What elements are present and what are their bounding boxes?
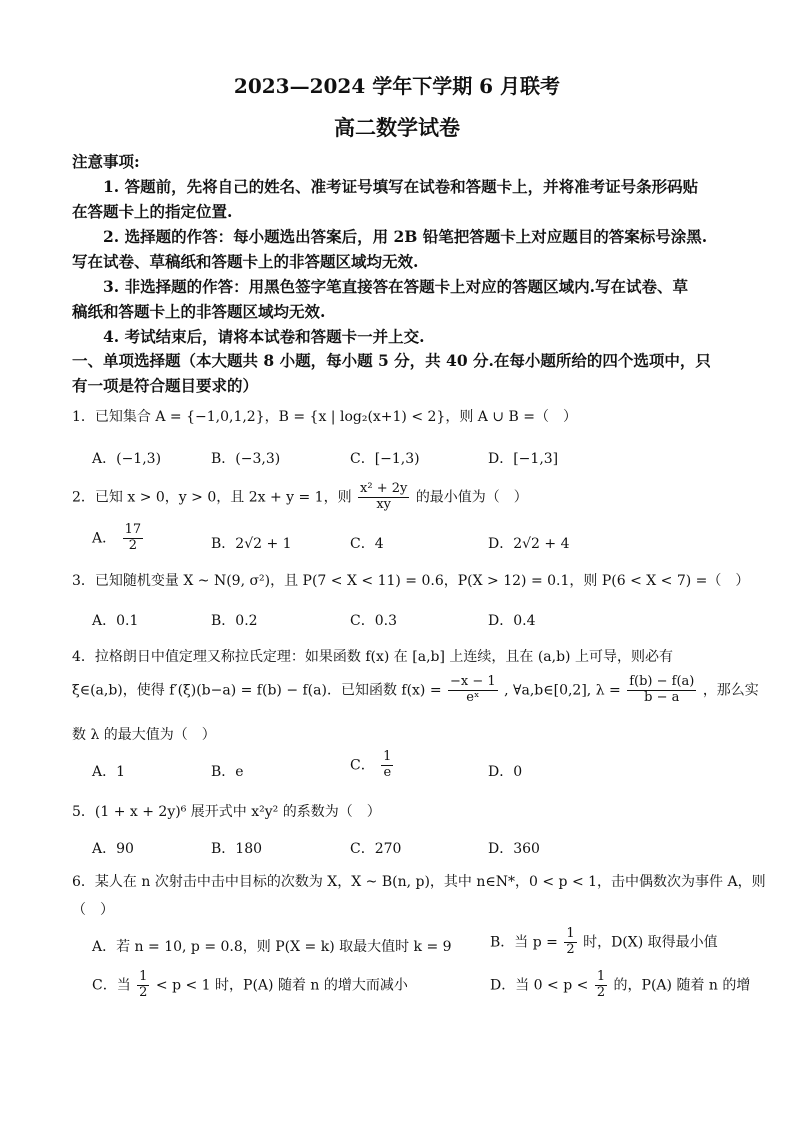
q4-option-a[interactable]: A．1 — [92, 764, 126, 780]
q4-option-c-numerator: 1 — [383, 749, 392, 764]
q6-option-c[interactable] — [92, 970, 408, 1001]
q2-option-a[interactable] — [92, 523, 145, 554]
section-heading: 一、单项选择题（本大题共 8 小题，每小题 5 分，共 40 分.在每小题所给的四个选项中，只 — [72, 351, 711, 370]
notice-heading: 注意事项: — [72, 152, 140, 171]
q6-option-b-denominator: 2 — [566, 941, 575, 957]
q6-option-c-fraction — [137, 970, 149, 1001]
q2-stem-part: 的最小值为（ ） — [415, 489, 528, 506]
question-3-stem: 3．已知随机变量 X ~ N(9, σ²)，且 P(7 < X < 11) = 0.6，P(X > 12) = 0.1，则 P(6 < X < 7) =（ ） — [72, 573, 750, 589]
notice-item: 2. 选择题的作答：每小题选出答案后，用 2B 铅笔把答题卡上对应题目的答案标号涂黑. — [103, 227, 708, 246]
q6-option-b[interactable] — [490, 927, 718, 958]
q2-option-b[interactable]: B．2√2 + 1 — [211, 536, 292, 552]
q2-fraction-numerator: x² + 2y — [360, 481, 408, 496]
q2-option-a-fraction — [123, 523, 144, 554]
question-5-stem: 5．(1 + x + 2y)⁶ 展开式中 x²y² 的系数为（ ） — [72, 804, 381, 820]
q5-option-c[interactable]: C．270 — [350, 841, 402, 857]
question-6-line: （ ） — [72, 902, 114, 918]
q2-option-a-denominator: 2 — [128, 537, 137, 553]
q2-fraction-denominator: xy — [376, 496, 392, 512]
q4-lambda-fraction — [627, 675, 696, 706]
q1-option-d[interactable]: D．[−1,3] — [488, 451, 559, 467]
q4-function-denominator: eˣ — [466, 689, 480, 705]
q6-option-c-denominator: 2 — [139, 984, 148, 1000]
question-4-line: 数 λ 的最大值为（ ） — [72, 727, 216, 743]
notice-item: 写在试卷、草稿纸和答题卡上的非答题区域均无效. — [72, 252, 419, 271]
q4-text-part: ξ∈(a,b)，使得 f′(ξ)(b−a) = f(b) − f(a)．已知函数 f(x) = — [72, 682, 442, 699]
notice-item: 1. 答题前，先将自己的姓名、准考证号填写在试卷和答题卡上，并将准考证号条形码贴 — [103, 177, 699, 196]
q6-option-d-fraction — [595, 970, 607, 1001]
notice-item: 稿纸和答题卡上的非答题区域均无效. — [72, 302, 326, 321]
q4-text-part: ，那么实 — [702, 682, 759, 699]
q3-option-d[interactable]: D．0.4 — [488, 613, 536, 629]
q4-option-c-denominator: e — [383, 764, 392, 780]
q4-option-d[interactable]: D．0 — [488, 764, 523, 780]
q4-lambda-denominator: b − a — [644, 689, 680, 705]
q1-option-a[interactable]: A．(−1,3) — [92, 451, 162, 467]
q3-option-b[interactable]: B．0.2 — [211, 613, 258, 629]
q4-text-part: , ∀a,b∈[0,2], λ = — [504, 682, 621, 699]
q1-option-c[interactable]: C．[−1,3) — [350, 451, 420, 467]
q6-option-c-text: C．当 — [92, 977, 131, 994]
q6-option-d-text: 的，P(A) 随着 n 的增 — [613, 977, 751, 994]
q2-option-d[interactable]: D．2√2 + 4 — [488, 536, 570, 552]
q1-option-b[interactable]: B．(−3,3) — [211, 451, 281, 467]
q5-option-b[interactable]: B．180 — [211, 841, 263, 857]
q6-option-b-fraction — [564, 927, 576, 958]
q6-option-a[interactable]: A．若 n = 10, p = 0.8，则 P(X = k) 取最大值时 k = 9 — [92, 939, 452, 955]
q4-lambda-numerator: f(b) − f(a) — [629, 674, 695, 689]
q6-option-b-text: B．当 p = — [490, 934, 558, 951]
q6-option-d-text: D．当 0 < p < — [490, 977, 589, 994]
q6-option-b-text: 时，D(X) 取得最小值 — [583, 934, 718, 951]
exam-subtitle: 高二数学试卷 — [334, 115, 460, 140]
q6-option-d-denominator: 2 — [596, 984, 606, 1000]
q6-option-d[interactable] — [490, 970, 750, 1001]
q4-function-numerator: −x − 1 — [450, 674, 496, 689]
q3-option-a[interactable]: A．0.1 — [92, 613, 139, 629]
q2-fraction — [358, 482, 409, 513]
q5-option-a[interactable]: A．90 — [92, 841, 134, 857]
q6-option-d-numerator: 1 — [596, 969, 606, 984]
q6-option-c-text: < p < 1 时，P(A) 随着 n 的增大而减小 — [155, 977, 408, 994]
question-4-line: 4．拉格朗日中值定理又称拉氏定理：如果函数 f(x) 在 [a,b] 上连续，且在 (a,b) 上可导，则必有 — [72, 649, 673, 665]
q2-option-c[interactable]: C．4 — [350, 536, 384, 552]
q6-option-b-numerator: 1 — [566, 926, 575, 941]
q2-stem-part: 2．已知 x > 0，y > 0，且 2x + y = 1，则 — [72, 489, 352, 506]
section-heading: 有一项是符合题目要求的） — [72, 376, 259, 395]
notice-item: 3. 非选择题的作答：用黑色签字笔直接答在答题卡上对应的答题区域内.写在试卷、草 — [103, 277, 688, 296]
notice-item: 4. 考试结束后，请将本试卷和答题卡一并上交. — [103, 327, 425, 346]
q4-option-c-fraction — [381, 750, 393, 781]
q2-option-a-numerator: 17 — [124, 522, 142, 537]
q5-option-d[interactable]: D．360 — [488, 841, 540, 857]
q4-function-fraction — [448, 675, 498, 706]
q6-option-c-numerator: 1 — [139, 969, 148, 984]
question-1-stem: 1．已知集合 A = {−1,0,1,2}，B = {x | log₂(x+1) < 2}，则 A ∪ B =（ ） — [72, 409, 578, 425]
q3-option-c[interactable]: C．0.3 — [350, 613, 397, 629]
question-6-line: 6．某人在 n 次射击中击中目标的次数为 X，X ~ B(n, p)，其中 n∈N*，0 < p < 1，击中偶数次为事件 A，则 — [72, 874, 766, 890]
q2-option-a-label: A． — [92, 530, 117, 547]
q4-option-c[interactable] — [350, 750, 395, 781]
exam-title: 2023—2024 学年下学期 6 月联考 — [233, 74, 561, 98]
q4-option-b[interactable]: B．e — [211, 764, 244, 780]
q4-option-c-label: C． — [350, 757, 375, 774]
question-2-stem — [72, 482, 528, 513]
question-4-line — [72, 675, 759, 706]
notice-item: 在答题卡上的指定位置. — [72, 202, 233, 221]
